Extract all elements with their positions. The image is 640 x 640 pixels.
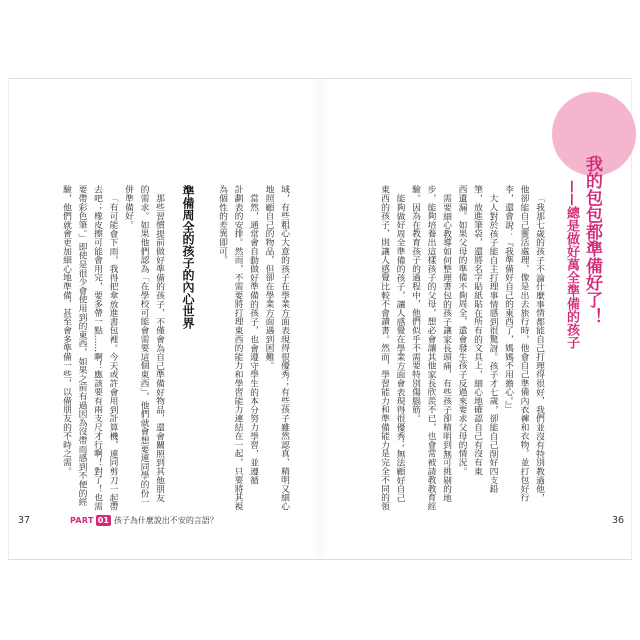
body-text-line: 「我那七歲的孩子不論什麼事情都能自己打理得很好，我們並沒有特別教過他， (534, 193, 544, 502)
chapter-section-subtitle: ——總是做好萬全準備的孩子 (564, 180, 579, 349)
paragraph (407, 185, 454, 515)
body-text-line: 東西的孩子，則讓人感覺比較不會讀書。然而，學習能力和準備能力是完全不同的領 (379, 185, 389, 511)
body-text-line: 的需求。如果他們認為「在學校可能會需要這個東西」，他們就會想要連同學的份一 (138, 185, 149, 507)
body-text-line: 併準備好。 (123, 185, 133, 229)
paragraph (453, 185, 500, 515)
body-text-line: 步，能夠培養出這樣孩子的父母，想必會讓其他家長欣羨不已，也會常被請教教育經 (425, 185, 436, 511)
body-text-line: 能夠做好周全準備的孩子，讓人感覺在學業方面會表現得很優秀；無法顧好自己 (394, 193, 405, 502)
right-page-body (376, 185, 547, 515)
body-text-line: 大人對於孩子能自主打理事情感到很驚訝。孩子才七歲，卻能自己削好四支鉛 (487, 193, 498, 493)
body-text-line: 域，有些粗心大意的孩子在學業方面表現得很優秀；有些孩子雖然認真、精明又細心 (279, 185, 289, 511)
body-text-line: 當然，通常會自動做好準備的孩子，也會遵守學生的本分努力學習，並遵循 (248, 193, 258, 485)
page-number-left: 37 (18, 515, 31, 526)
paragraph (214, 185, 261, 515)
body-text-line: 筆，放進筆袋，還將名字貼紙貼在所有的文具上，細心地確認自己有沒有東 (472, 185, 482, 476)
body-text-line: 李，還會說：『我準備好自己的東西了，媽媽不用擔心。』」 (503, 185, 513, 414)
body-text-line: 計劃表的安排。然而，不需要將打理東西的能力和學習能力連結在一起，只要將其視 (232, 185, 243, 511)
body-text-line: 那些習慣提前做好準備的孩子，不僅會為自己準備好物品，還會關照到其他朋友 (154, 193, 164, 502)
body-text-line: 「有可能會下雨，我得把傘放進書包裡。今天或許會用到計算機，連同剪刀一起帶 (107, 193, 118, 511)
body-text-line: 要帶彩色筆。」即使是很少會使用到的東西，如果之前有過因為沒帶而感到不便的經 (76, 185, 87, 507)
body-text-line: 去吧；橡皮擦可能會用完，要多帶一點……啊！應該要有兩支尺才行啊！對了！也需 (92, 185, 102, 511)
paragraph (120, 185, 167, 515)
paragraph-continued (260, 185, 291, 515)
part-number-badge: 01 (97, 516, 109, 525)
part-label: PART (70, 516, 94, 525)
body-text-line: 西遺漏。如果父母的準備不夠周全，還會發生孩子反過來要求父母的情況。 (456, 185, 467, 476)
running-head-chapter-title: 孩子為什麼說出不安的言語？ (113, 516, 218, 525)
paragraph (500, 185, 547, 515)
body-text-line: 需要細心教導如何整理書包的孩子讓家長頭痛，有些孩子卻精明到無可挑剔的地 (441, 193, 451, 502)
body-text-line: 為個性的差異即可。 (217, 185, 227, 265)
body-text-line: 驗，他們就會更加細心地準備，甚至會多準備一些，以備朋友的不時之需。 (61, 185, 71, 476)
section-heading: 準備周全的孩子的內心世界 (181, 185, 195, 329)
body-text-line: 地照顧自己的物品，但卻在學業方面遇到困難。 (263, 185, 274, 370)
body-text-line: 他卻能自己靈活處理，像是出去旅行時，他會自己準備內衣褲和衣物，並打包好行 (518, 185, 529, 502)
book-gutter (312, 79, 328, 558)
running-head (70, 515, 218, 526)
paragraph (376, 185, 407, 515)
body-text-line: 驗。因為在教育孩子的過程中，他們似乎不需要特別傷腦筋。 (410, 185, 420, 423)
chapter-section-title: 我的包包都準備好了！ (582, 155, 602, 325)
paragraph (58, 185, 120, 515)
page-number-right: 36 (612, 515, 625, 526)
left-page-body (58, 185, 292, 515)
